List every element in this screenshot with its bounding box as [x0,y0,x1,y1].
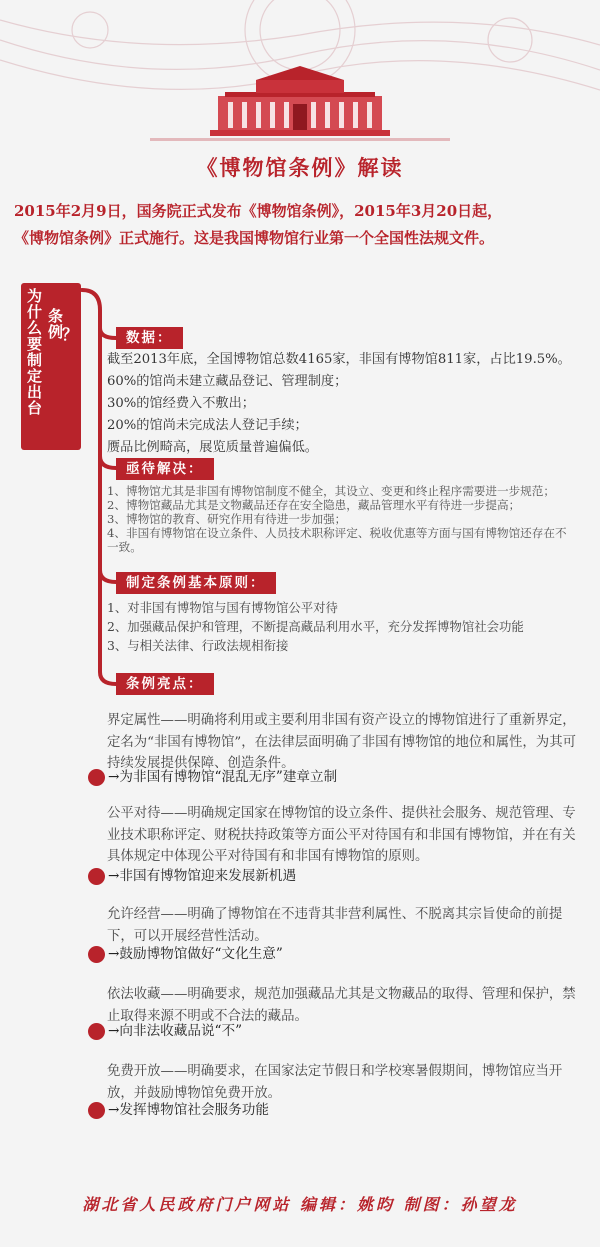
list-item: 20%的馆尚未完成法人登记手续； [107,418,308,433]
section-tag-data: 数据： [116,327,183,349]
list-item: 2、加强藏品保护和管理，不断提高藏品利用水平，充分发挥博物馆社会功能 [107,619,524,634]
highlight-conclusion-label: →鼓励博物馆做好“文化生意” [108,946,283,962]
list-item: 截至2013年底，全国博物馆总数4165家，非国有博物馆811家，占比19.5%。 [107,352,571,367]
highlight-text: 允许经营——明确了博物馆在不违背其非营利属性、不脱离其宗旨使命的前提下，可以开展经营性活动。 [107,907,563,944]
intro-line-2: 《博物馆条例》正式施行。这是我国博物馆行业第一个全国性法规文件。 [14,229,495,247]
question-text-secondary: 条例 [46,308,64,340]
red-dot-icon [88,769,105,786]
question-mark: ？ [62,325,79,344]
highlight-text: 免费开放——明确要求，在国家法定节假日和学校寒暑假期间，博物馆应当开放，并鼓励博物馆免费开放。 [107,1064,563,1101]
list-item: 1、博物馆尤其是非国有博物馆制度不健全，其设立、变更和终止程序需要进一步规范； [107,484,555,498]
intro-line-1: 2015年2月9日，国务院正式发布《博物馆条例》，2015年3月20日起， [14,202,503,220]
red-dot-icon [88,946,105,963]
intro-text [14,198,590,252]
page-title: 《博物馆条例》解读 [196,155,404,180]
list-item: 3、博物馆的教育、研究作用有待进一步加强； [107,512,347,526]
highlight-conclusion-label: →向非法收藏品说“不” [108,1023,243,1039]
highlight-text: 界定属性——明确将利用或主要利用非国有资产设立的博物馆进行了重新界定，定名为“非国有博物馆”，在法律层面明确了非国有博物馆的地位和属性，为其可持续发展提供保障、创造条件。 [107,713,576,771]
list-item: 60%的馆尚未建立藏品登记、管理制度； [107,374,348,389]
question-text: 为什么要制定出台 [25,288,43,416]
urgent-list [107,484,577,554]
red-dot-icon [88,1102,105,1119]
section-tag-highlights: 条例亮点： [116,673,214,695]
highlight-conclusion-label: →为非国有博物馆“混乱无序”建章立制 [108,769,338,785]
section-tag-principles: 制定条例基本原则： [116,572,276,594]
data-list [107,349,571,459]
principles-list [107,598,577,655]
list-item: 3、与相关法律、行政法规相衔接 [107,638,289,653]
red-dot-icon [88,1023,105,1040]
highlight-text: 依法收藏——明确要求，规范加强藏品尤其是文物藏品的取得、管理和保护，禁止取得来源不明或不合法的藏品。 [107,987,576,1024]
list-item: 4、非国有博物馆在设立条件、人员技术职称评定、税收优惠等方面与国有博物馆还存在不一致。 [107,526,567,554]
header-decoration [0,0,600,150]
list-item: 2、博物馆藏品尤其是文物藏品还存在安全隐患，藏品管理水平有待进一步提高； [107,498,521,512]
red-dot-icon [88,868,105,885]
section-tag-urgent: 亟待解决： [116,458,214,480]
highlight-conclusion-label: →发挥博物馆社会服务功能 [108,1102,269,1118]
footer-credits: 湖北省人民政府门户网站 编辑：姚昀 制图：孙望龙 [82,1195,518,1214]
list-item: 1、对非国有博物馆与国有博物馆公平对待 [107,600,338,615]
museum-building-icon [150,66,450,141]
list-item: 赝品比例畸高，展览质量普遍偏低。 [107,440,318,455]
highlight-conclusion-label: →非国有博物馆迎来发展新机遇 [108,868,297,884]
list-item: 30%的馆经费入不敷出； [107,396,255,411]
highlight-text: 公平对待——明确规定国家在博物馆的设立条件、提供社会服务、规范管理、专业技术职称评定、财税扶持政策等方面公平对待国有和非国有博物馆，并在有关具体规定中体现公平对待国有和非国有博物馆的原则。 [107,806,576,864]
